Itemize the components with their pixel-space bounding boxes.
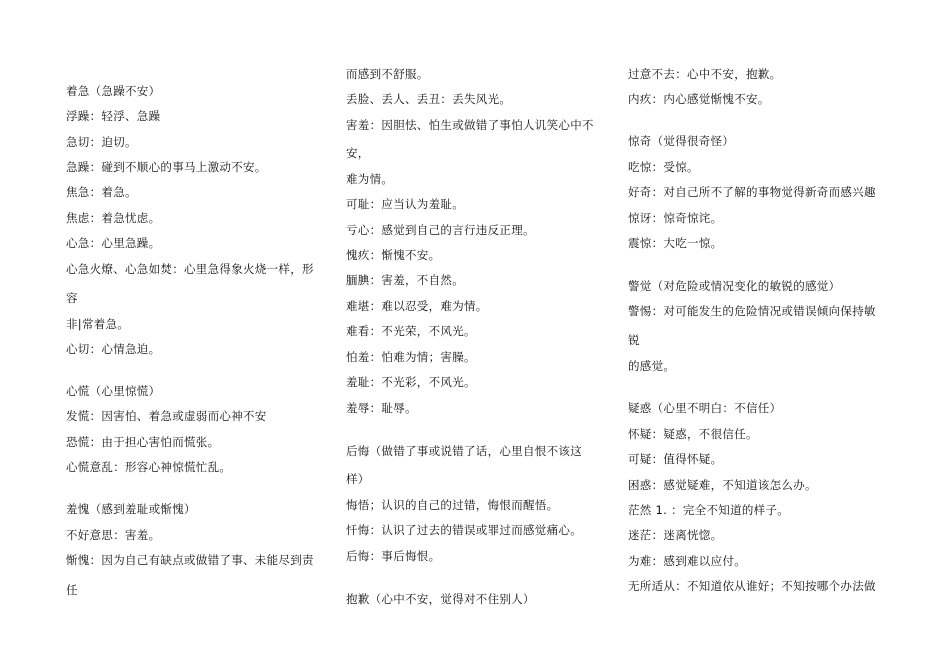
entry-line: 可耻：应当认为羞耻。 [346,197,464,211]
entry-line: 警惕：对可能发生的危险情况或错误倾向保持敏 [628,304,876,318]
entry-line: 容 [66,291,78,305]
entry-line: 羞耻：不光彩，不风光。 [346,375,476,389]
entry-line: 急躁：碰到不顺心的事马上激动不安。 [66,160,267,174]
entry-line: 急切：迫切。 [66,135,137,149]
entry-line: 内疚：内心感觉惭愧不安。 [628,92,770,106]
entry-line: 悔悟；认识的自己的过错，悔恨而醒悟。 [346,498,559,512]
entry-line: 愧疚：惭愧不安。 [346,248,441,262]
entry-line: 怕羞：怕难为情；害臊。 [346,350,476,364]
entry-line: 焦急：着急。 [66,185,137,199]
entry-line: 丢脸、丢人、丢丑：丢失风光。 [346,92,512,106]
entry-line: 为难：感到难以应付。 [628,554,746,568]
entry-line: 无所适从：不知道依从谁好；不知按哪个办法做 [628,579,876,593]
entry-line: 好奇：对自己所不了解的事物觉得新奇而感兴趣 [628,185,876,199]
entry-line: 过意不去：心中不安，抱歉。 [628,67,782,81]
entry-line: 亏心：感觉到自己的言行违反正理。 [346,223,535,237]
entry-line: 难看：不光荣，不风光。 [346,324,476,338]
entry-line: 茫然 1. ：完全不知道的样子。 [628,503,790,517]
entry-line: 锐 [628,333,640,347]
heading-jingjue: 警觉（对危险或情况变化的敏锐的感觉） [628,279,841,293]
entry-line: 吃惊：受惊。 [628,160,699,174]
heading-zhaoji: 着急（急躁不安） [66,84,161,98]
entry-line: 心急火燎、心急如焚：心里急得象火烧一样，形 [66,262,314,276]
entry-line: 任 [66,583,78,597]
heading-houhui-cont: 样） [346,472,370,486]
entry-line: 惊讶：惊奇惊诧。 [628,211,723,225]
entry-line: 恐慌：由于担心害怕而慌张。 [66,435,220,449]
entry-line: 羞辱：耻辱。 [346,401,417,415]
entry-line: 后悔：事后悔恨。 [346,549,441,563]
entry-line: 惭愧：因为自己有缺点或做错了事、未能尽到责 [66,553,314,567]
entry-line: 难为情。 [346,172,394,186]
entry-line: 害羞：因胆怯、怕生或做错了事怕人讥笑心中不 [346,118,594,132]
heading-xiukui: 羞愧（感到羞耻或惭愧） [66,502,196,516]
entry-line: 的感觉。 [628,359,676,373]
heading-houhui: 后悔（做错了事或说错了话，心里自恨不该这 [346,444,582,458]
entry-line: 心急：心里急躁。 [66,236,161,250]
heading-xinhuang: 心慌（心里惊慌） [66,384,161,398]
entry-line: 可疑：值得怀疑。 [628,452,723,466]
entry-line: 发慌：因害怕、着急或虚弱而心神不安 [66,409,267,423]
entry-line: 心切：心情急迫。 [66,342,161,356]
entry-line: 震惊：大吃一惊。 [628,236,723,250]
entry-line: 腼腆：害羞，不自然。 [346,273,464,287]
entry-line: 难堪：难以忍受，难为情。 [346,299,488,313]
entry-line: 忏悔：认识了过去的错误或罪过而感觉痛心。 [346,523,582,537]
entry-line: 迷茫：迷离恍惚。 [628,528,723,542]
entry-line: 非|常着急。 [66,317,130,331]
entry-line: 怀疑：疑惑，不很信任。 [628,427,758,441]
entry-line: 安， [346,146,370,160]
entry-line: 不好意思：害羞。 [66,528,161,542]
heading-jingqi: 惊奇（觉得很奇怪） [628,134,735,148]
entry-line: 而感到不舒服。 [346,67,429,81]
entry-line: 浮躁：轻浮、急躁 [66,109,161,123]
entry-line: 焦虑：着急忧虑。 [66,211,161,225]
heading-baoqian: 抱歉（心中不安，觉得对不住别人） [346,592,535,606]
heading-yihuo: 疑惑（心里不明白：不信任） [628,401,782,415]
entry-line: 困惑：感觉疑难，不知道该怎么办。 [628,478,817,492]
entry-line: 心慌意乱：形容心神惊慌忙乱。 [66,460,232,474]
